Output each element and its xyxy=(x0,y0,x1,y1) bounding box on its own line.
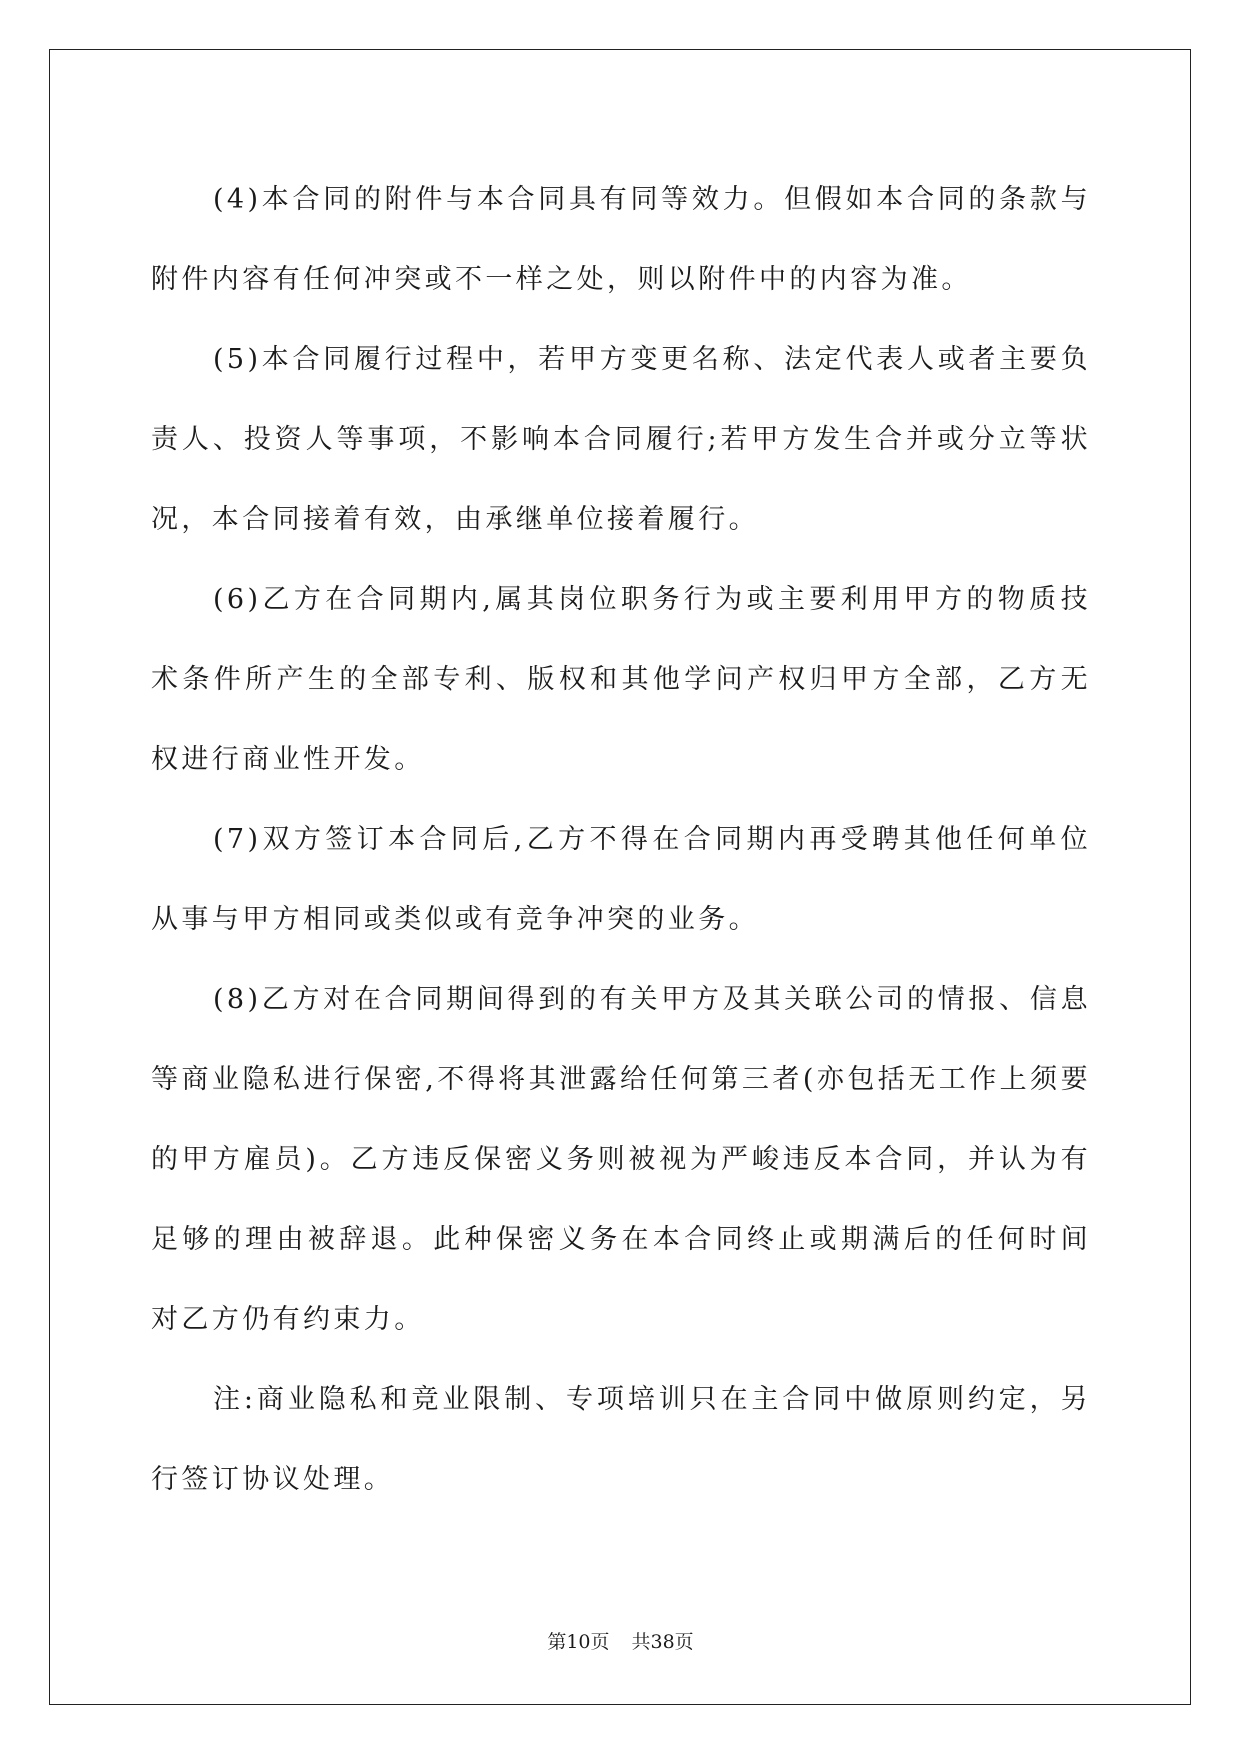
paragraph-clause-8: (8)乙方对在合同期间得到的有关甲方及其关联公司的情报、信息等商业隐私进行保密,不得将其泄露给任何第三者(亦包括无工作上须要的甲方雇员)。乙方违反保密义务则被视为严峻违反本合同，并认为有足够的理由被辞退。此种保密义务在本合同终止或期满后的任何时间对乙方仍有约束力。 xyxy=(151,984,1091,1335)
page-total: 共38页 xyxy=(631,1631,694,1653)
document-body xyxy=(151,160,1091,1520)
paragraph-clause-6: (6)乙方在合同期内,属其岗位职务行为或主要利用甲方的物质技术条件所产生的全部专利、版权和其他学问产权归甲方全部，乙方无权进行商业性开发。 xyxy=(151,584,1091,775)
paragraph-clause-4: (4)本合同的附件与本合同具有同等效力。但假如本合同的条款与附件内容有任何冲突或不一样之处，则以附件中的内容为准。 xyxy=(151,184,1091,295)
paragraph-note: 注:商业隐私和竞业限制、专项培训只在主合同中做原则约定，另行签订协议处理。 xyxy=(151,1384,1091,1495)
paragraph-clause-7: (7)双方签订本合同后,乙方不得在合同期内再受聘其他任何单位从事与甲方相同或类似或有竞争冲突的业务。 xyxy=(151,824,1091,935)
page-footer xyxy=(0,1630,1241,1654)
page-number: 第10页 xyxy=(547,1631,610,1653)
paragraph-clause-5: (5)本合同履行过程中，若甲方变更名称、法定代表人或者主要负责人、投资人等事项，不影响本合同履行;若甲方发生合并或分立等状况，本合同接着有效，由承继单位接着履行。 xyxy=(151,344,1091,535)
